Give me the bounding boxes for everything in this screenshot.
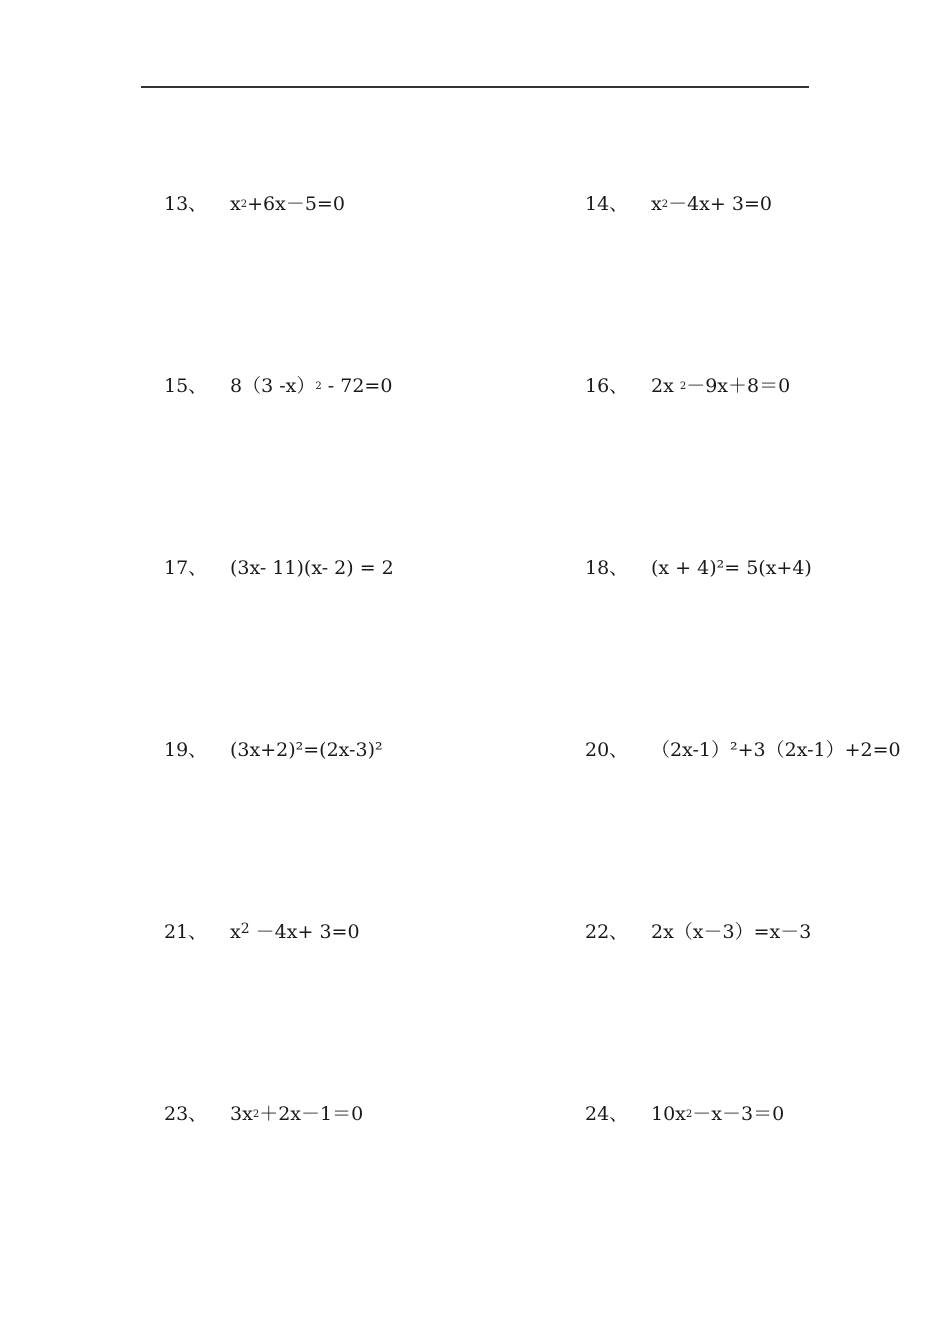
problem-number: 16、 bbox=[585, 375, 629, 397]
problem-number: 24、 bbox=[585, 1103, 629, 1125]
problem-number: 21、 bbox=[164, 921, 208, 943]
equation: 8（3 -x）$^2$ - 72=0 bbox=[230, 375, 393, 397]
equation: 2x $^2$－9x＋8＝0 bbox=[651, 375, 791, 397]
problem-number: 18、 bbox=[585, 557, 629, 579]
problem-number: 15、 bbox=[164, 375, 208, 397]
problem-number: 17、 bbox=[164, 557, 208, 579]
problem-number: 20、 bbox=[585, 739, 629, 761]
problem-number: 22、 bbox=[585, 921, 629, 943]
problem-number: 13、 bbox=[164, 193, 208, 215]
equation: $10x^2-x-3=0$ bbox=[651, 1103, 785, 1125]
equation: $x^2+6x-5=0$ bbox=[230, 193, 345, 215]
header-rule bbox=[141, 86, 809, 88]
problem-number: 23、 bbox=[164, 1103, 208, 1125]
problem-number: 19、 bbox=[164, 739, 208, 761]
equation: $x^2-4x+ 3=0$ bbox=[651, 193, 772, 215]
problem-number: 14、 bbox=[585, 193, 629, 215]
equation: (3x- 11)(x- 2) = 2 bbox=[230, 557, 394, 579]
equation: $3x^2+2x-1=0$ bbox=[230, 1103, 364, 1125]
equation: （2x-1）²+3（2x-1）+2=0 bbox=[651, 739, 901, 761]
equation: $x^2 -4x+ 3=0$ bbox=[230, 921, 360, 943]
equation: (3x+2)²=(2x-3)² bbox=[230, 739, 383, 761]
equation: (x + 4)²= 5(x+4) bbox=[651, 557, 812, 579]
equation: 2x（x－3）=x－3 bbox=[651, 921, 812, 943]
